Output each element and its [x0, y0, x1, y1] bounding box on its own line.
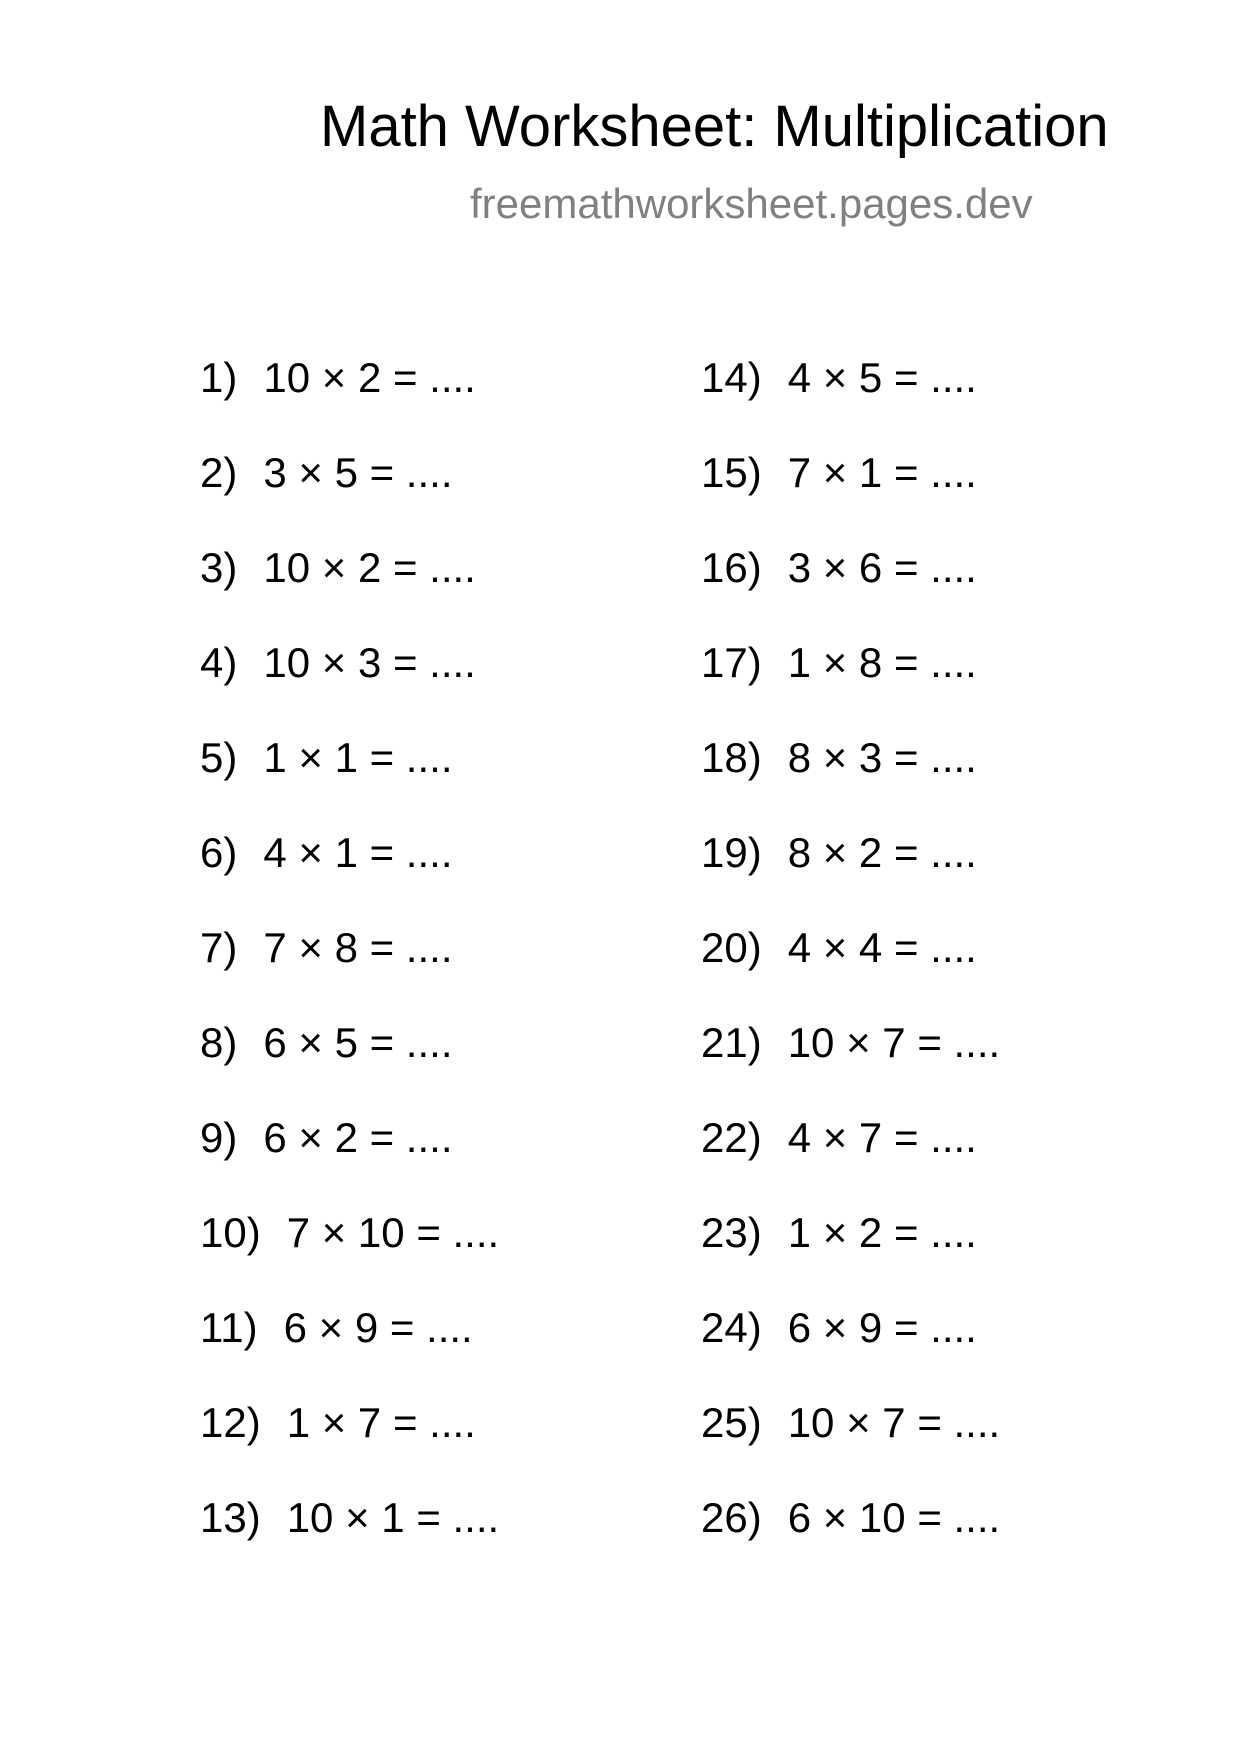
problem-item: [701, 1209, 1000, 1304]
problem-expression: 4 × 4 = ....: [787, 924, 977, 971]
problem-number: 16): [701, 544, 762, 591]
problem-expression: 3 × 5 = ....: [263, 449, 453, 496]
problem-expression: 10 × 3 = ....: [263, 639, 476, 686]
problem-column-left: [200, 354, 499, 1589]
problem-item: [200, 1019, 499, 1114]
problem-number: 11): [200, 1304, 258, 1351]
problem-expression: 1 × 8 = ....: [787, 639, 977, 686]
problem-item: [701, 829, 1000, 924]
problem-expression: 8 × 3 = ....: [787, 734, 977, 781]
problem-number: 4): [200, 639, 238, 686]
problem-item: [701, 639, 1000, 734]
problem-expression: 10 × 1 = ....: [286, 1494, 500, 1541]
problem-expression: 6 × 10 = ....: [787, 1494, 1001, 1541]
problem-number: 20): [701, 924, 762, 971]
problem-expression: 10 × 7 = ....: [787, 1399, 1001, 1446]
problem-expression: 4 × 1 = ....: [263, 829, 453, 876]
problem-item: [200, 1494, 499, 1589]
problem-number: 13): [200, 1494, 261, 1541]
problem-item: [701, 1304, 1000, 1399]
problem-item: [701, 544, 1000, 639]
problem-expression: 8 × 2 = ....: [787, 829, 977, 876]
problem-item: [701, 1494, 1000, 1589]
problem-number: 9): [200, 1114, 238, 1161]
problem-item: [200, 734, 499, 829]
problem-item: [200, 449, 499, 544]
problem-number: 8): [200, 1019, 238, 1066]
problem-number: 24): [701, 1304, 762, 1351]
problem-number: 5): [200, 734, 238, 781]
problem-expression: 6 × 2 = ....: [263, 1114, 453, 1161]
problem-expression: 6 × 9 = ....: [787, 1304, 977, 1351]
problem-item: [701, 354, 1000, 449]
problem-item: [701, 1114, 1000, 1209]
problem-expression: 7 × 8 = ....: [263, 924, 453, 971]
website-url: freemathworksheet.pages.dev: [470, 180, 1033, 227]
problem-item: [200, 924, 499, 1019]
problem-expression: 4 × 7 = ....: [787, 1114, 977, 1161]
problem-expression: 1 × 2 = ....: [787, 1209, 977, 1256]
problem-expression: 7 × 10 = ....: [286, 1209, 500, 1256]
problem-number: 19): [701, 829, 762, 876]
problem-number: 15): [701, 449, 762, 496]
problem-item: [701, 449, 1000, 544]
problem-item: [200, 1114, 499, 1209]
problem-item: [200, 829, 499, 924]
problem-item: [701, 1399, 1000, 1494]
problem-item: [701, 1019, 1000, 1114]
problem-number: 22): [701, 1114, 762, 1161]
problem-item: [200, 354, 499, 449]
problem-item: [200, 1399, 499, 1494]
problem-number: 3): [200, 544, 238, 591]
problem-number: 21): [701, 1019, 762, 1066]
problem-number: 7): [200, 924, 238, 971]
worksheet-title: Math Worksheet: Multiplication: [320, 94, 1109, 159]
problem-item: [701, 924, 1000, 1019]
problem-expression: 10 × 7 = ....: [787, 1019, 1001, 1066]
problem-expression: 3 × 6 = ....: [787, 544, 977, 591]
problem-expression: 7 × 1 = ....: [787, 449, 977, 496]
problem-number: 1): [200, 354, 238, 401]
problem-number: 2): [200, 449, 238, 496]
problem-expression: 1 × 1 = ....: [263, 734, 453, 781]
problem-expression: 6 × 5 = ....: [263, 1019, 453, 1066]
problem-number: 10): [200, 1209, 261, 1256]
problem-number: 23): [701, 1209, 762, 1256]
problem-number: 14): [701, 354, 762, 401]
problem-expression: 10 × 2 = ....: [263, 354, 476, 401]
problem-number: 17): [701, 639, 762, 686]
problem-number: 26): [701, 1494, 762, 1541]
problem-number: 6): [200, 829, 238, 876]
problem-expression: 4 × 5 = ....: [787, 354, 977, 401]
problem-item: [701, 734, 1000, 829]
problem-column-right: [701, 354, 1000, 1589]
problem-expression: 10 × 2 = ....: [263, 544, 476, 591]
problem-item: [200, 544, 499, 639]
problem-number: 12): [200, 1399, 261, 1446]
problem-item: [200, 639, 499, 734]
problem-expression: 1 × 7 = ....: [286, 1399, 476, 1446]
problem-item: [200, 1209, 499, 1304]
problem-item: [200, 1304, 499, 1399]
problem-expression: 6 × 9 = ....: [283, 1304, 473, 1351]
problem-number: 25): [701, 1399, 762, 1446]
problem-number: 18): [701, 734, 762, 781]
